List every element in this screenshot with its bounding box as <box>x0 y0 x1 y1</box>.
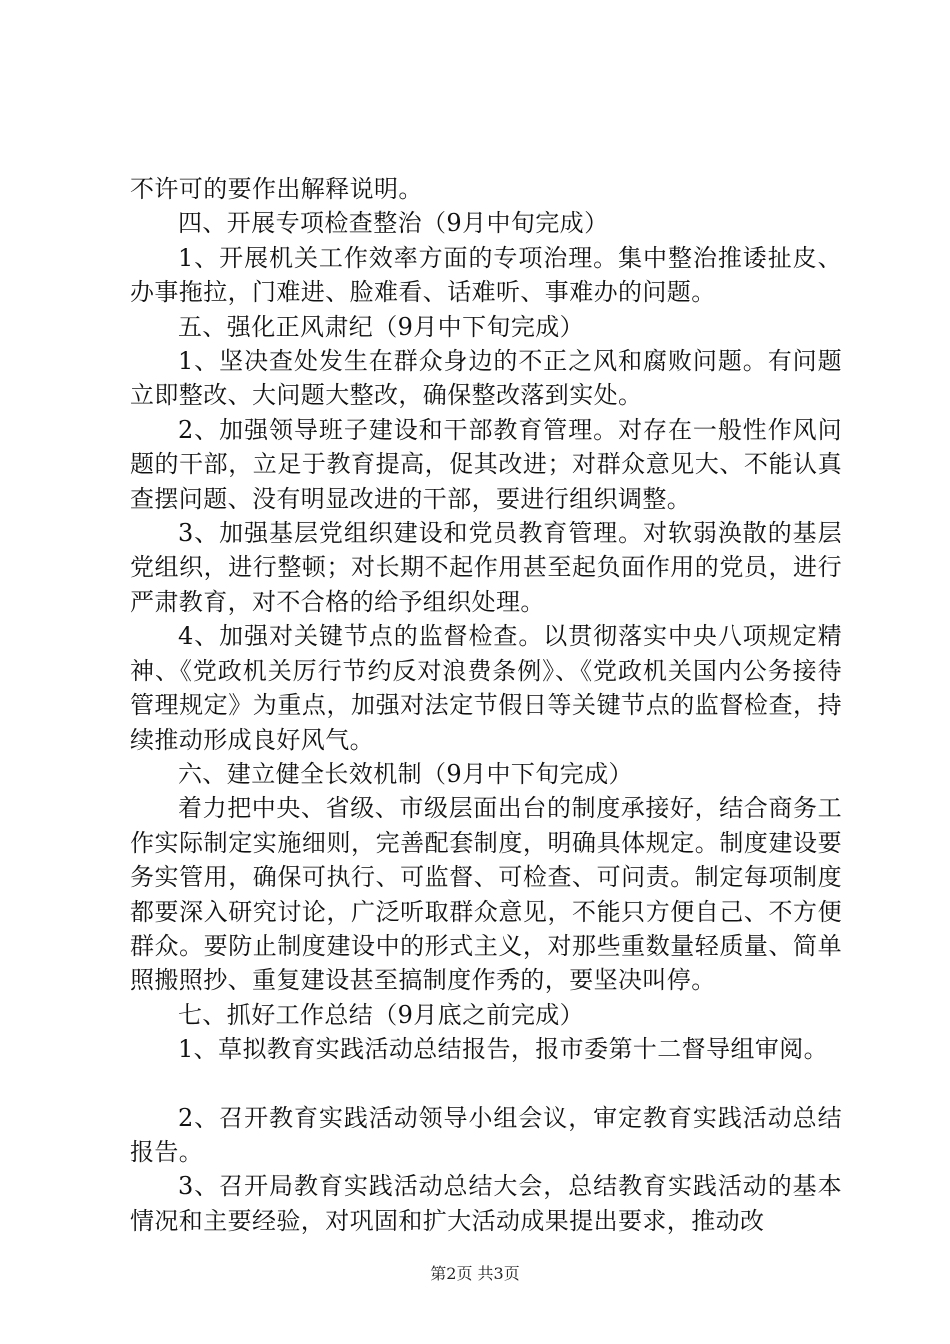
paragraph-7-2: 2、召开教育实践活动领导小组会议，审定教育实践活动总结报告。 <box>130 1103 842 1166</box>
paragraph-7-1: 1、草拟教育实践活动总结报告，报市委第十二督导组审阅。 <box>178 1035 829 1064</box>
paragraph-6-1: 着力把中央、省级、市级层面出台的制度承接好，结合商务工作实际制定实施细则，完善配套制度，明确具体规定。制度建设要务实管用，确保可执行、可监督、可检查、可问责。制定每项制度都要深入研究讨论，广泛听取群众意见，不能只方便自己、不方便群众。要防止制度建设中的形式主义，对那些重数量轻质量、简单照搬照抄、重复建设甚至搞制度作秀的，要坚决叫停。 <box>130 794 842 995</box>
section-heading-7: 七、抓好工作总结（9月底之前完成） <box>178 1000 585 1029</box>
document-body <box>130 172 842 1238</box>
paragraph-5-4: 4、加强对关键节点的监督检查。以贯彻落实中央八项规定精神、《党政机关厉行节约反对浪费条例》、《党政机关国内公务接待管理规定》为重点，加强对法定节假日等关键节点的监督检查，持续推动形成良好风气。 <box>130 622 842 754</box>
section-heading-6: 六、建立健全长效机制（9月中下旬完成） <box>178 759 633 788</box>
page-number-footer: 第2页 共3页 <box>430 1264 520 1283</box>
paragraph-7-3: 3、召开局教育实践活动总结大会，总结教育实践活动的基本情况和主要经验，对巩固和扩大活动成果提出要求，推动改 <box>130 1172 842 1235</box>
paragraph-4-1: 1、开展机关工作效率方面的专项治理。集中整治推诿扯皮、办事拖拉，门难进、脸难看、话难听、事难办的问题。 <box>130 243 842 307</box>
section-heading-5: 五、强化正风肃纪（9月中下旬完成） <box>178 312 585 341</box>
paragraph-5-2: 2、加强领导班子建设和干部教育管理。对存在一般性作风问题的干部，立足于教育提高，促其改进；对群众意见大、不能认真查摆问题、没有明显改进的干部，要进行组织调整。 <box>130 415 842 513</box>
section-heading-4: 四、开展专项检查整治（9月中旬完成） <box>178 209 609 238</box>
paragraph-5-1: 1、坚决查处发生在群众身边的不正之风和腐败问题。有问题立即整改、大问题大整改，确保整改落到实处。 <box>130 347 842 410</box>
paragraph-continuation: 不许可的要作出解释说明。 <box>130 175 423 203</box>
paragraph-5-3: 3、加强基层党组织建设和党员教育管理。对软弱涣散的基层党组织，进行整顿；对长期不起作用甚至起负面作用的党员，进行严肃教育，对不合格的给予组织处理。 <box>130 519 842 616</box>
